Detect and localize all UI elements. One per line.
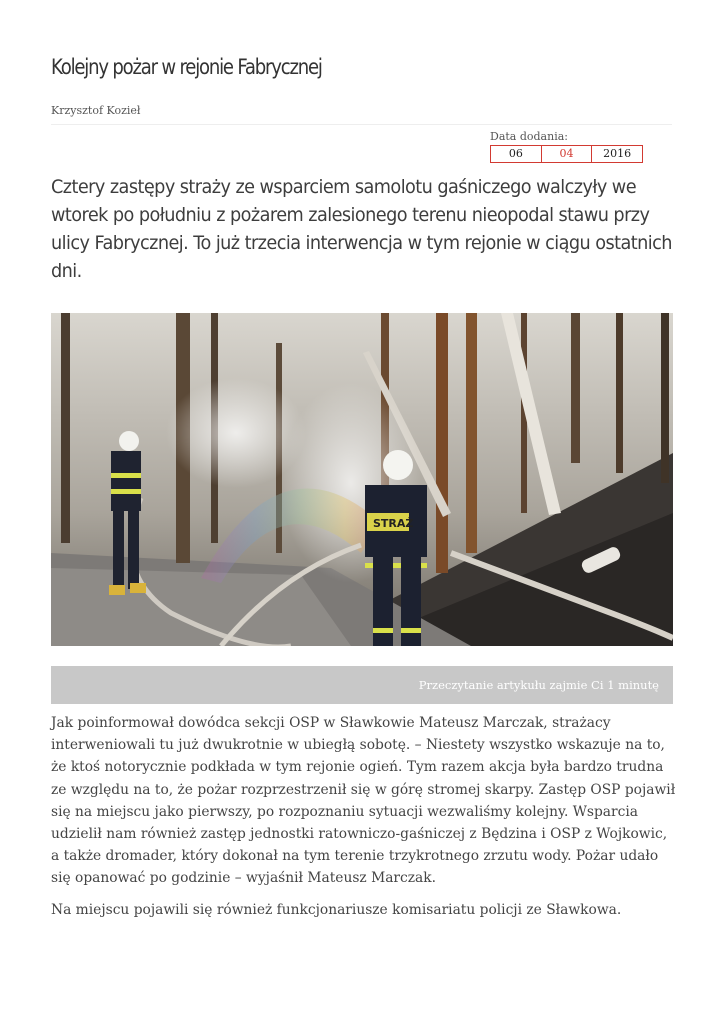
article-photo <box>51 313 673 646</box>
article-paragraph: Jak poinformował dowódca sekcji OSP w Sławkowie Mateusz Marczak, strażacy interweniowali tu już dwukrotnie w ubiegłą sobotę. – Niestety wszystko wskazuje na to, że ktoś notorycznie podkłada w tym rejonie ogień. Tym razem akcja była bardzo trudna ze względu na to, że pożar rozprzestrzenił się w górę stromej skarpy. Zastęp OSP pojawił się na miejscu jako pierwszy, po rozpoznaniu sytuacji wezwaliśmy kolejny. Wsparcia udzielił nam również zastęp jednostki ratowniczo-gaśniczej z Będzina i OSP z Wojkowic, a także dromader, który dokonał na tym terenie trzykrotnego zrzutu wody. Pożar udało się opanować po godzinie – wyjaśnił Mateusz Marczak. <box>51 715 676 887</box>
date-month: 04 <box>541 146 592 162</box>
author-name[interactable]: Krzysztof Kozieł <box>51 104 141 117</box>
divider <box>51 124 672 125</box>
publish-date <box>490 145 643 163</box>
article-body <box>51 712 679 930</box>
date-day: 06 <box>508 147 523 160</box>
reading-time-bar: Przeczytanie artykułu zajmie Ci 1 minutę <box>51 666 673 704</box>
date-label: Data dodania: <box>490 130 568 143</box>
date-year: 2016 <box>591 146 642 162</box>
article-lead: Cztery zastępy straży ze wsparciem samolotu gaśniczego walczyły we wtorek po południu z pożarem zalesionego terenu nieopodal stawu przy ulicy Fabrycznej. To już trzecia interwencja w tym rejonie w ciągu ostatnich dni. <box>51 176 672 282</box>
article-paragraph: Na miejscu pojawili się również funkcjonariusze komisariatu policji ze Sławkowa. <box>51 901 622 918</box>
article-title: Kolejny pożar w rejonie Fabrycznej <box>51 55 322 79</box>
helmet-jacket-text: STRAŻ <box>373 517 414 530</box>
